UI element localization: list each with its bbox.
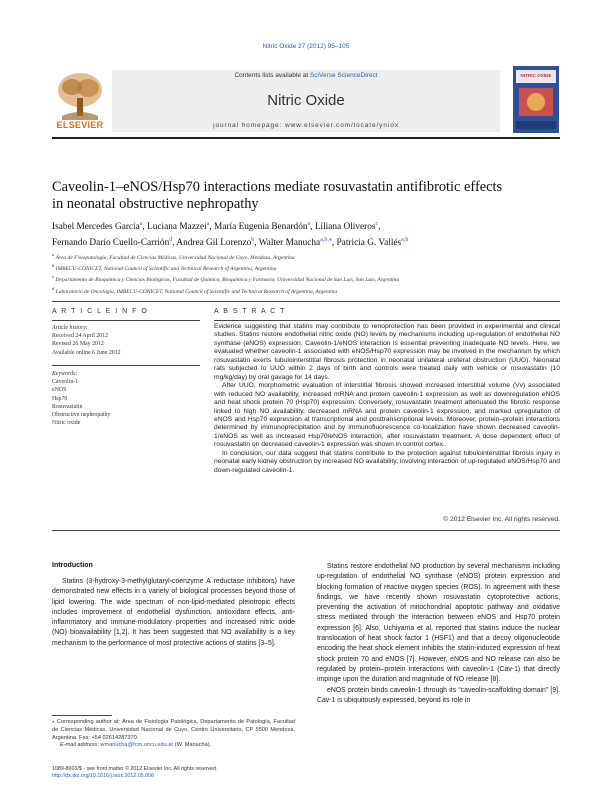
keyword: eNOS [52, 387, 67, 394]
section-divider [52, 530, 560, 531]
affiliation-text: Área de Fisiopatología, Facultad de Ciencias Médicas, Universidad Nacional de Cuyo, Mendoza, Argentina [55, 254, 295, 261]
author-sup[interactable]: d [169, 237, 173, 244]
publisher-logo-text: ELSEVIER [56, 120, 104, 130]
header-divider [52, 137, 560, 139]
affiliation-sup: c [52, 274, 55, 280]
authors [52, 218, 560, 250]
affiliation [52, 251, 560, 262]
affiliation-text: IMBECU-CONICET, National Council of Scientific and Technical Research of Argentina, Argentina [55, 266, 277, 273]
affiliation-sup: a [52, 252, 55, 257]
author-sup[interactable]: c [375, 221, 379, 227]
introduction-heading: Introduction [52, 562, 93, 569]
keyword: Rosuvastatin [52, 403, 83, 410]
footnote-text: ⁎ Corresponding author at: Área de Fisiología Patológica, Departamento de Patología, Facultad de Ciencias Médicas, Universidad Nacional de Cuyo, Centro Universitario, CP 5500 Mendoza, Argentina. Fax: +54 02614287370. [52, 719, 295, 741]
sciencedirect-link[interactable]: SciVerse ScienceDirect [309, 72, 378, 79]
affiliation [52, 262, 560, 273]
history-received: Received 24 April 2012 [52, 333, 109, 340]
authors-line-1: Isabel Mercedes García$^a$, Luciana Mazzei$^a$, María Eugenia Benardón$^a$, Liliana Oliveros$^c$, [52, 221, 381, 233]
keywords-label: Keywords: [52, 371, 78, 377]
author-sup[interactable]: a,b,⁎ [320, 237, 332, 244]
email-label: E-mail address: [60, 742, 99, 749]
affiliation-text: Departamento de Bioquímica y Ciencias Biológicas, Facultad de Química, Bioquímica y Farmacia, Universidad Nacional de San Luis, San Luis, Argentina [55, 277, 400, 284]
body-paragraph: Statins (3-hydroxy-3-methylglutaryl-coenzyme A reductase inhibitors) have demonstrated new effects in a variety of biological processes beyond those of lipid lowering. The wide spectrum of non-lipid-mediated pleiotropic effects includes improvement of endothelial dysfunction, antioxidant effects, anti-inflammatory and immune-modulatory properties and increased nitric oxide (NO) bioavailability [1,2]. It has been suggested that NO availability is a key mechanism to the performance of most protective actions of statins [3–5]. [52, 578, 295, 647]
keyword: Obstructive nephropathy [52, 412, 111, 419]
affiliation [52, 273, 560, 284]
elsevier-logo [52, 70, 108, 132]
abstract-rule [214, 320, 560, 321]
title-line-2: in neonatal obstructive nephropathy [52, 196, 259, 212]
corresponding-author-note [52, 719, 295, 750]
journal-citation[interactable]: Nitric Oxide 27 (2012) 95–105 [262, 43, 350, 50]
author-name[interactable]: Patricia G. Vallés [336, 238, 402, 249]
intro-right-column [317, 562, 560, 706]
article-info-heading: A R T I C L E I N F O [52, 308, 149, 315]
abstract-paragraph: After UUO, morphometric evaluation of interstitial fibrosis showed increased interstitial volume (Vv) associated with reduced NO availability, increased mRNA and protein caveolin-1 expression as well as downregulation eNOS and heat shock protein 70 (Hsp70) expression. Conversely, rosuvastatin treatment attenuated the fibrotic response linked to high NO availability, decreased mRNA and protein caveolin-1 expression, and marked upregulation of eNOS and Hsp70 expression at transcriptional and posttranscriptional levels. Moreover, protein–protein interactions determined by immunoprecipitation and by immunofluorescence co-localization have shown decreased caveolin-1/eNOS as well as increased Hsp70/eNOS interaction, after rosuvastatin treatment. A dose dependent effect of rosuvastatin on decreased caveolin-1 expression was shown in control cortex. [214, 382, 560, 449]
author-name[interactable]: María Eugenia Benardón [214, 222, 308, 233]
intro-left-column [52, 577, 295, 649]
email-suffix: (W. Manucha). [174, 742, 212, 749]
contents-line [112, 72, 500, 79]
doi-link[interactable]: http://dx.doi.org/10.1016/j.niox.2012.05.006 [52, 773, 154, 779]
author-name[interactable]: Walter Manucha [258, 238, 321, 249]
cover-title: NITRIC OXIDE [520, 73, 552, 78]
author-name[interactable]: Liliana Oliveros [314, 222, 376, 233]
history-online: Available online 6 June 2012 [52, 349, 121, 356]
author-sup[interactable]: a [139, 221, 143, 227]
info-rule [52, 320, 200, 321]
issn-line: 1089-8603/$ - see front matter © 2012 Elsevier Inc. All rights reserved. [52, 766, 218, 772]
body-paragraph: eNOS protein binds caveolin-1 through its “caveolin-scaffolding domain” [9]. Cav-1 is ubiquitously expressed, beyond its role in [317, 686, 560, 704]
body-paragraph: Statins restore endothelial NO production by several mechanisms including up-regulation of endothelial NO synthase (eNOS) protein expression and blocking formation of reactive oxygen species (ROS). In agreement with these findings, we have recently shown rosuvastatin cytoprotective actions, preventing the activation of mitochondrial apoptotic pathway and oxidative stress mediated through the interaction between eNOS and Hsp70 protein expression [6]. Also, Uchiyama et al. reported that statins induce the nuclear translocation of heat shock factor 1 (HSF1) and that a decoy oligonucleotide encoding the heat shock element inhibits the statin-induced expression of heat shock protein 70 and eNOS [7]. However, eNOS and NO release can also be regulated by protein–protein interactions with caveolin-1 (Cav-1) that directly impinge upon the duration and magnitude of NO release [8]. [317, 563, 560, 684]
history-label: Article history: [52, 325, 88, 331]
footnote-rule [52, 715, 112, 716]
affiliation-sup: d [52, 285, 55, 291]
affiliation-text: Laboratorio de Oncología, IMBECU-CONICET, National Council of Scientific and Technical Research of Argentina, Argentina [55, 288, 338, 295]
author-sup[interactable]: b [251, 237, 255, 244]
abstract-heading: A B S T R A C T [214, 308, 286, 315]
author-sup[interactable]: a,b [401, 237, 409, 244]
history-revised: Revised 26 May 2012 [52, 341, 104, 348]
article-history [52, 324, 200, 357]
journal-name: Nitric Oxide [267, 92, 345, 109]
footnote-email-line [52, 742, 295, 750]
author-name[interactable]: Andrea Gil Lorenzo [176, 238, 252, 249]
email-link[interactable]: wmanucha@fcm.uncu.edu.ar [100, 742, 174, 749]
section-divider [52, 301, 560, 302]
abstract-copyright: © 2012 Elsevier Inc. All rights reserved. [443, 516, 560, 523]
abstract-paragraph: Evidence suggesting that statins may contribute to renoprotection has been provided in experimental and clinical studies. Statins restore endothelial nitric oxide (NO) levels by mechanisms including up-regulation of endothelial NO synthase (eNOS) expression. Caveolin-1/eNOS interaction is essential preventing inadequate NO levels. Here, we evaluated whether caveolin-1 associated with eNOS/Hsp70 expression may be involved in the mechanism by which rosuvastatin exerts tubulointerstitial fibrosis protection in neonatal unilateral ureteral obstruction (UUO). Neonatal rats subjected to UUO within 2 days of birth and controls were treated daily with vehicle or rosuvastatin (10 mg/kg/day) by oral gavage for 14 days. [214, 323, 560, 381]
author-name[interactable]: Luciana Mazzei [147, 222, 207, 233]
article-title [52, 179, 560, 213]
author-sup[interactable]: a [206, 221, 210, 227]
keyword: Hsp70 [52, 395, 68, 402]
abstract-paragraph: In conclusion, our data suggest that statins contribute to the protection against tubulointerstitial fibrosis injury in neonatal early kidney obstruction by increased NO availability, involving interaction of up-regulated eNOS/Hsp70 and down-regulated caveolin-1. [214, 449, 560, 474]
page-footer [52, 766, 218, 780]
keyword: Caveolin-1 [52, 379, 79, 386]
author-name[interactable]: Isabel Mercedes García [52, 222, 140, 233]
info-rule [52, 365, 200, 366]
abstract-body [214, 323, 560, 475]
affiliations [52, 251, 560, 296]
authors-line-2: Fernando Darío Cuello-Carrión$^d$, Andrea Gil Lorenzo$^b$, Walter Manucha$^{a,b,⁎}$, Patricia G. Vallés$^{a,b}$ [52, 237, 409, 249]
contents-prefix: Contents lists available at [234, 72, 310, 79]
journal-homepage[interactable]: journal homepage: www.elsevier.com/locate/yniox [213, 122, 399, 129]
keyword: Nitric oxide [52, 420, 81, 427]
author-name[interactable]: Fernando Darío Cuello-Carrión [52, 238, 170, 249]
affiliation [52, 285, 560, 296]
journal-cover [513, 66, 559, 133]
author-sup[interactable]: a [307, 221, 311, 227]
title-line-1: Caveolin-1–eNOS/Hsp70 interactions mediate rosuvastatin antifibrotic effects [52, 179, 503, 195]
keywords [52, 370, 200, 427]
affiliation-sup: b [52, 263, 55, 269]
